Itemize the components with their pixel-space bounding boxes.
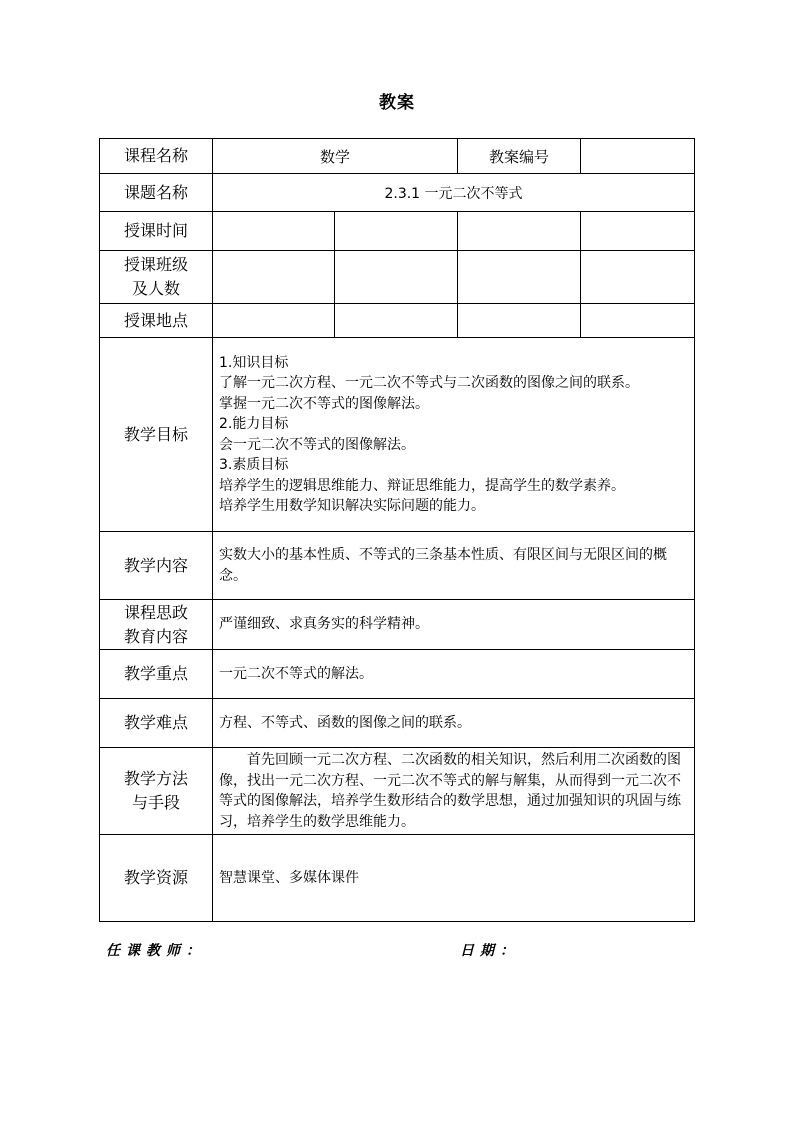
- row-topic: [100, 174, 695, 212]
- row-resources: [100, 835, 695, 922]
- plan-number-label: 教案编号: [458, 139, 581, 174]
- row-methods: [100, 748, 695, 835]
- class-cell: [213, 251, 335, 304]
- resources-text: 智慧课堂、多媒体课件: [213, 835, 695, 922]
- place-cell: [581, 304, 695, 338]
- row-content: [100, 532, 695, 600]
- objective-line: 培养学生的逻辑思维能力、辩证思维能力，提高学生的数学素养。: [219, 477, 625, 494]
- row-time: [100, 212, 695, 251]
- class-cell: [581, 251, 695, 304]
- class-cell: [335, 251, 458, 304]
- objective-line: 2.能力目标: [219, 416, 289, 432]
- content-label: 教学内容: [100, 532, 213, 600]
- objective-line: 培养学生用数学知识解决实际问题的能力。: [219, 498, 485, 514]
- objective-line: 掌握一元二次不等式的图像解法。: [219, 395, 429, 412]
- ideology-label-text: 课程思政教育内容: [123, 602, 188, 646]
- topic-value: 2.3.1 一元二次不等式: [213, 174, 695, 212]
- row-key-points: [100, 650, 695, 699]
- course-name-value: 数学: [213, 139, 458, 174]
- date-label: 日期：: [460, 943, 520, 959]
- row-course: [100, 139, 695, 174]
- row-class: [100, 251, 695, 304]
- place-cell: [335, 304, 458, 338]
- difficulties-text: 方程、不等式、函数的图像之间的联系。: [213, 699, 695, 748]
- ideology-label: [100, 600, 213, 650]
- time-cell: [458, 212, 581, 251]
- key-points-label: 教学重点: [100, 650, 213, 699]
- place-label: 授课地点: [100, 304, 213, 338]
- page-title: 教案: [379, 93, 415, 113]
- course-name-label: 课程名称: [100, 139, 213, 174]
- row-place: [100, 304, 695, 338]
- objective-line: 会一元二次不等式的图像解法。: [219, 436, 415, 453]
- topic-label: 课题名称: [100, 174, 213, 212]
- row-objectives: [100, 338, 695, 532]
- lesson-plan-table: [99, 138, 695, 922]
- plan-number-value: [581, 139, 695, 174]
- resources-label: 教学资源: [100, 835, 213, 922]
- place-cell: [213, 304, 335, 338]
- content-text: 实数大小的基本性质、不等式的三条基本性质、有限区间与无限区间的概念。: [213, 532, 695, 600]
- methods-label-text: 教学方法与手段: [123, 769, 188, 812]
- methods-label: [100, 748, 213, 835]
- time-cell: [213, 212, 335, 251]
- row-difficulties: [100, 699, 695, 748]
- time-cell: [335, 212, 458, 251]
- time-cell: [581, 212, 695, 251]
- class-cell: [458, 251, 581, 304]
- class-label: [100, 251, 213, 304]
- row-ideology: [100, 600, 695, 650]
- ideology-text: 严谨细致、求真务实的科学精神。: [213, 600, 695, 650]
- time-label: 授课时间: [100, 212, 213, 251]
- methods-text: 首先回顾一元二次方程、二次函数的相关知识，然后利用二次函数的图像，找出一元二次方程、一元二次不等式的解与解集，从而得到一元二次不等式的图像解法，培养学生数形结合的数学思想，通过加强知识的巩固与练习，培养学生的数学思维能力。: [213, 748, 695, 835]
- key-points-text: 一元二次不等式的解法。: [213, 650, 695, 699]
- place-cell: [458, 304, 581, 338]
- objective-line: 3.素质目标: [219, 457, 289, 473]
- objective-line: 了解一元二次方程、一元二次不等式与二次函数的图像之间的联系。: [219, 375, 639, 391]
- objective-line: 1.知识目标: [219, 354, 289, 371]
- objectives-label: 教学目标: [100, 338, 213, 532]
- objectives-content: [213, 338, 695, 532]
- class-label-text: 授课班级及人数: [123, 255, 188, 298]
- teacher-label: 任课教师：: [106, 943, 206, 959]
- difficulties-label: 教学难点: [100, 699, 213, 748]
